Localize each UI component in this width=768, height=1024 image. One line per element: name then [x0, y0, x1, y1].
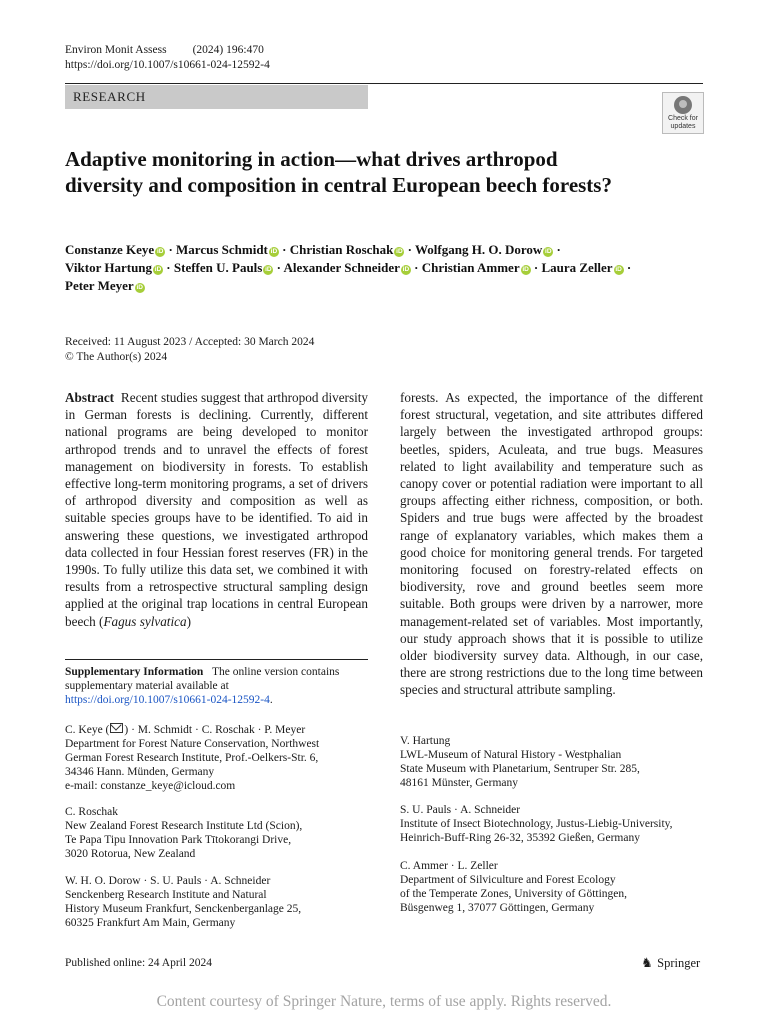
- affiliation-2: C. Roschak New Zealand Forest Research Institute Ltd (Scion), Te Papa Tipu Innovation Park Tītokorangi Drive, 3020 Rotorua, New Zealand: [65, 805, 368, 861]
- author-name[interactable]: Laura Zeller: [541, 260, 613, 275]
- abstract-column-right: [400, 389, 703, 699]
- publisher-name: Springer: [657, 956, 701, 970]
- orcid-icon[interactable]: iD: [615, 266, 622, 273]
- author-separator: ·: [276, 260, 281, 275]
- author-name[interactable]: Marcus Schmidt: [176, 242, 268, 257]
- affiliation-authors: S. U. Pauls · A. Schneider: [400, 804, 521, 816]
- journal-citation-line: [65, 43, 264, 58]
- affiliation-3: W. H. O. Dorow · S. U. Pauls · A. Schneider Senckenberg Research Institute and Natural History Museum Frankfurt, Senckenberganlage 25, 60325 Frankfurt Am Main, Germany: [65, 874, 368, 930]
- header-rule: [65, 83, 703, 84]
- corresponding-email[interactable]: e-mail: constanze_keye@icloud.com: [65, 780, 236, 792]
- author-name[interactable]: Alexander Schneider: [283, 260, 400, 275]
- springer-logo: [640, 955, 700, 971]
- article-title: Adaptive monitoring in action—what drives arthropod diversity and composition in central European beech forests?: [65, 147, 612, 197]
- author-list: [65, 241, 705, 295]
- check-for-updates-badge[interactable]: Check for updates: [662, 92, 704, 134]
- copyright: © The Author(s) 2024: [65, 351, 168, 363]
- orcid-icon[interactable]: iD: [522, 266, 529, 273]
- affiliation-authors: C. Roschak: [65, 806, 119, 818]
- author-name[interactable]: Christian Ammer: [421, 260, 520, 275]
- orcid-icon[interactable]: iD: [156, 248, 164, 255]
- orcid-icon[interactable]: iD: [265, 266, 272, 273]
- journal-volume: (2024) 196:470: [192, 44, 264, 56]
- supplementary-label: Supplementary Information: [65, 666, 204, 678]
- author-separator: ·: [282, 242, 287, 257]
- orcid-icon[interactable]: iD: [136, 284, 143, 291]
- orcid-icon[interactable]: iD: [396, 248, 403, 255]
- author-name[interactable]: Peter Meyer: [65, 278, 134, 293]
- author-name[interactable]: Constanze Keye: [65, 242, 155, 257]
- orcid-icon[interactable]: iD: [270, 248, 278, 255]
- abstract-column-left: Abstract Recent studies suggest that arthropod diversity in German forests is declining. Currently, different national programs are being developed to monitor arthropod trends and to unravel the effects of forest management on biodiversity in forests. To establish effective long-term monitoring programs, a set of drivers of arthropod diversity and composition as well as suitable species groups have to be identified. To aid in answering these questions, we investigated arthropod data collected in four Hessian forest reserves (FR) in the 1990s. To fully utilize this data set, we combined it with results from a retrospective structural sampling design applied at the original trap locations in central European beech (Fagus sylvatica): [65, 390, 368, 629]
- author-separator: ·: [414, 260, 419, 275]
- envelope-icon[interactable]: [110, 723, 123, 733]
- courtesy-notice: Content courtesy of Springer Nature, terms of use apply. Rights reserved.: [156, 993, 612, 1010]
- author-separator: ·: [407, 242, 412, 257]
- author-separator: ·: [168, 242, 173, 257]
- springer-horse-icon: ♞: [641, 955, 653, 970]
- section-label: RESEARCH: [73, 89, 146, 104]
- author-separator: ·: [556, 242, 561, 257]
- affiliation-authors: W. H. O. Dorow · S. U. Pauls · A. Schneider: [65, 875, 271, 887]
- published-online: Published online: 24 April 2024: [65, 957, 212, 969]
- affiliation-authors: V. Hartung: [400, 735, 451, 747]
- affiliation-authors: C. Ammer · L. Zeller: [400, 860, 498, 872]
- supplementary-rule: [65, 659, 368, 660]
- supplementary-link[interactable]: https://doi.org/10.1007/s10661-024-12592-4: [65, 694, 270, 706]
- received-accepted: Received: 11 August 2023 / Accepted: 30 March 2024: [65, 336, 315, 348]
- affiliation-5: S. U. Pauls · A. Schneider Institute of Insect Biotechnology, Justus-Liebig-University, Heinrich-Buff-Ring 26-32, 35392 Gießen, Germany: [400, 803, 703, 845]
- species-name: Fagus sylvatica: [103, 613, 187, 629]
- supplementary-information: Supplementary Information The online version contains supplementary material available at https://doi.org/10.1007/s10661-024-12592-4.: [65, 666, 340, 706]
- author-name[interactable]: Christian Roschak: [289, 242, 394, 257]
- author-separator: ·: [166, 260, 171, 275]
- orcid-icon[interactable]: iD: [402, 266, 410, 273]
- article-dates: [65, 335, 314, 365]
- orcid-icon[interactable]: iD: [154, 266, 162, 273]
- abstract-label: Abstract: [65, 390, 115, 405]
- journal-name: Environ Monit Assess: [65, 44, 167, 56]
- affiliation-4: V. Hartung LWL-Museum of Natural History - Westphalian State Museum with Planetarium, Sentruper Str. 285, 48161 Münster, Germany: [400, 734, 703, 790]
- affiliation-authors: C. Keye ( ) · M. Schmidt · C. Roschak · P. Meyer: [65, 724, 306, 736]
- section-band: [65, 85, 368, 109]
- orcid-icon[interactable]: iD: [545, 248, 552, 255]
- check-for-updates-icon: [674, 96, 692, 114]
- author-separator: ·: [626, 260, 632, 275]
- affiliation-6: C. Ammer · L. Zeller Department of Silviculture and Forest Ecology of the Temperate Zones, University of Göttingen, Büsgenweg 1, 37077 Göttingen, Germany: [400, 859, 703, 915]
- affiliation-1: C. Keye ( ) · M. Schmidt · C. Roschak · P. Meyer Department for Forest Nature Conservation, Northwest German Forest Research Institute, Prof.-Oelkers-Str. 6, 34346 Hann. Münden, Germany e-mail: constanze_keye@icloud.com: [65, 723, 368, 793]
- author-name[interactable]: Steffen U. Pauls: [173, 260, 263, 275]
- abstract-text-left: Recent studies suggest that arthropod diversity in German forests is declining. Currently, different national programs are being developed to monitor arthropod trends and to unravel the effects of forest management on biodiversity in forests. To establish effective long-term monitoring programs, a set of drivers of arthropod diversity and composition as well as suitable species groups have to be identified. To aid in answering these questions, we investigated arthropod data collected in four Hessian forest reserves (FR) in the 1990s. To fully utilize this data set, we combined it with results from a retrospective structural sampling design applied at the original trap locations in central European beech (: [65, 390, 368, 629]
- abstract-text-right: forests. As expected, the importance of the different forest structural, vegetation, and site attributes differed largely between the investigated arthropod groups: beetles, spiders, Aculeata, and true bugs. Measures related to light availability and temperature such as canopy cover or potential radiation were important to all groups affecting either richness, composition, or both. Spiders and true bugs were affected by the broadest range of explanatory variables, which makes them a good choice for monitoring general trends. For targeted monitoring focused on forestry-related effects on biodiversity, rove and ground beetles seem more suitable. Both groups were driven by a narrower, more management-related set of variables. Most importantly, our study approach shows that it is possible to utilize older biodiversity survey data. Although, in our case, there are strong restrictions due to the long time between species and structural attribute sampling.: [400, 390, 703, 698]
- author-separator: ·: [533, 260, 539, 275]
- article-doi[interactable]: https://doi.org/10.1007/s10661-024-12592-4: [65, 59, 270, 71]
- author-name[interactable]: Viktor Hartung: [65, 260, 153, 275]
- author-name[interactable]: Wolfgang H. O. Dorow: [415, 242, 543, 257]
